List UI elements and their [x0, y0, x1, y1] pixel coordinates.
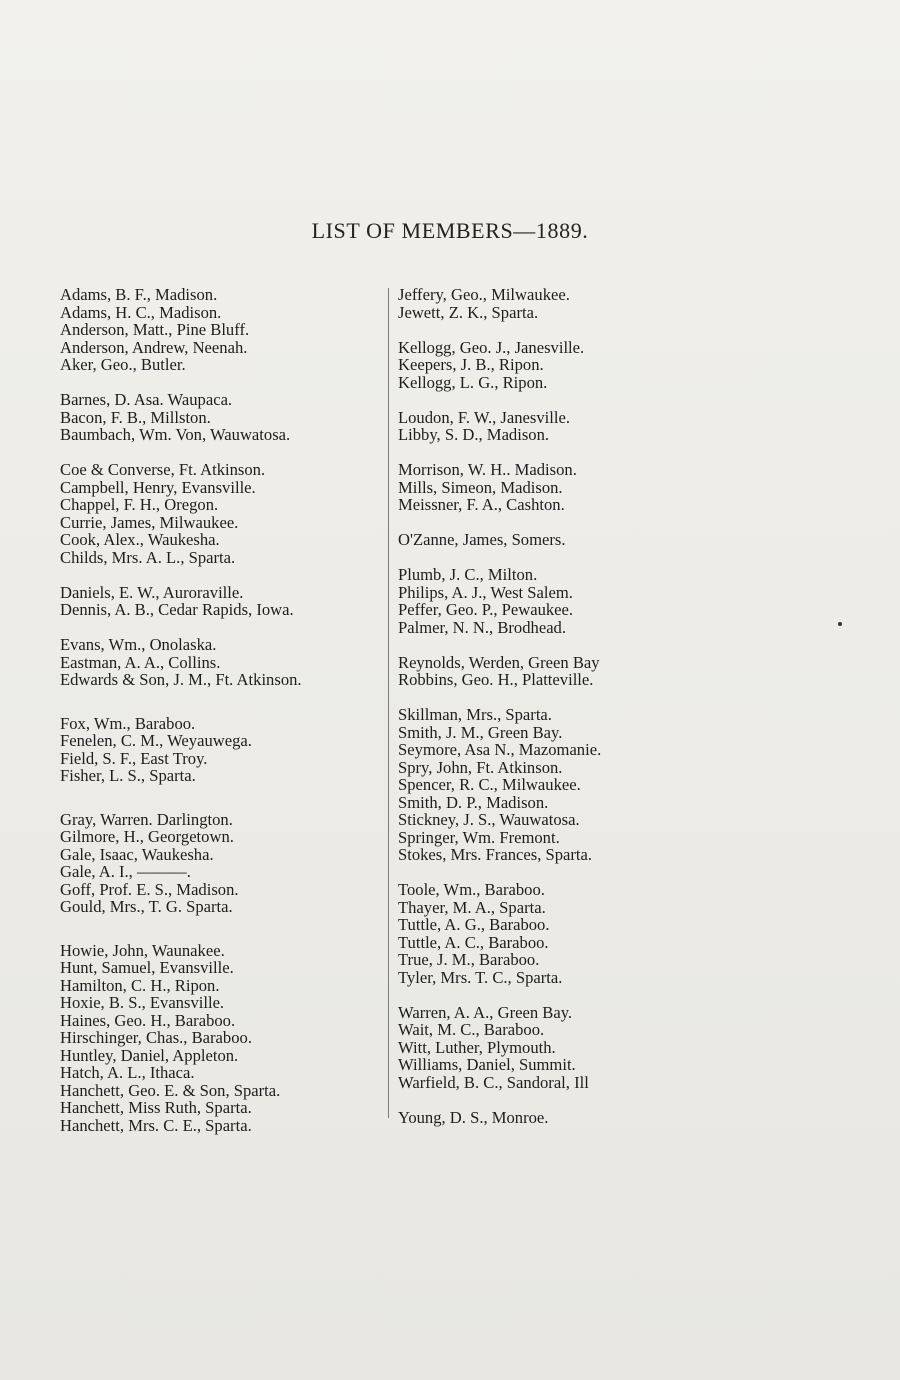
member-entry: Seymore, Asa N., Mazomanie. [398, 740, 602, 759]
member-entry: Evans, Wm., Onolaska. [60, 635, 217, 654]
member-entry: Hamilton, C. H., Ripon. [60, 975, 220, 995]
member-entry: Adams, H. C., Madison. [60, 302, 222, 322]
member-group [60, 584, 382, 619]
member-entry: Wait, M. C., Baraboo. [398, 1020, 545, 1039]
member-entry: Gray, Warren. Darlington. [60, 809, 233, 829]
member-entry: True, J. M., Baraboo. [398, 950, 540, 969]
member-entry: Spencer, R. C., Milwaukee. [398, 775, 581, 794]
member-entry: Skillman, Mrs., Sparta. [398, 705, 552, 724]
member-entry: Adams, B. F., Madison. [60, 285, 218, 304]
member-entry: Edwards & Son, J. M., Ft. Atkinson. [60, 670, 302, 689]
member-entry: Hoxie, B. S., Evansville. [60, 993, 225, 1012]
member-entry: Coe & Converse, Ft. Atkinson. [60, 460, 266, 479]
member-entry: Warfield, B. C., Sandoral, Ill [398, 1072, 589, 1092]
member-entry: Kellogg, L. G., Ripon. [398, 372, 548, 392]
page-title: LIST OF MEMBERS—1889. [311, 218, 589, 243]
member-group [398, 1109, 688, 1127]
member-entry: Tyler, Mrs. T. C., Sparta. [398, 967, 563, 987]
member-entry: Anderson, Andrew, Neenah. [60, 337, 248, 357]
member-entry: Goff, Prof. E. S., Madison. [60, 879, 239, 899]
member-entry: Dennis, A. B., Cedar Rapids, Iowa. [60, 600, 294, 619]
member-entry: Cook, Alex., Waukesha. [60, 530, 220, 549]
member-entry: Thayer, M. A., Sparta. [398, 897, 546, 917]
member-entry: Gale, A. I., ———. [60, 862, 191, 881]
member-entry: Fisher, L. S., Sparta. [60, 766, 196, 785]
member-entry: Anderson, Matt., Pine Bluff. [60, 320, 250, 339]
member-entry: Campbell, Henry, Evansville. [60, 477, 256, 497]
member-entry: Witt, Luther, Plymouth. [398, 1037, 556, 1057]
member-group [398, 654, 688, 689]
member-entry: Hanchett, Geo. E. & Son, Sparta. [60, 1080, 281, 1100]
member-entry: Bacon, F. B., Millston. [60, 407, 211, 427]
member-entry: Loudon, F. W., Janesville. [398, 407, 570, 427]
left-member-column [60, 286, 382, 1152]
member-entry: Field, S. F., East Troy. [60, 748, 208, 768]
member-entry: Kellogg, Geo. J., Janesville. [398, 337, 585, 357]
member-group [60, 811, 382, 916]
column-divider [388, 288, 389, 1118]
member-entry: Stokes, Mrs. Frances, Sparta. [398, 845, 593, 864]
member-entry: Philips, A. J., West Salem. [398, 582, 573, 602]
right-member-column [398, 286, 688, 1144]
member-entry: Fox, Wm., Baraboo. [60, 713, 196, 733]
member-entry: Aker, Geo., Butler. [60, 355, 186, 374]
member-group [60, 461, 382, 566]
member-entry: Hanchett, Mrs. C. E., Sparta. [60, 1115, 252, 1135]
member-entry: Morrison, W. H.. Madison. [398, 460, 577, 479]
member-entry: Mills, Simeon, Madison. [398, 477, 563, 497]
member-group [398, 531, 688, 549]
member-entry: Gilmore, H., Georgetown. [60, 827, 234, 846]
member-entry: Peffer, Geo. P., Pewaukee. [398, 600, 574, 619]
member-entry: O'Zanne, James, Somers. [398, 530, 566, 549]
member-group [60, 715, 382, 785]
member-group [398, 881, 688, 986]
member-entry: Tuttle, A. G., Baraboo. [398, 915, 550, 934]
member-entry: Smith, J. M., Green Bay. [398, 722, 563, 742]
member-entry: Currie, James, Milwaukee. [60, 512, 239, 532]
member-group [398, 1004, 688, 1092]
paper-speck [838, 622, 842, 626]
member-entry: Stickney, J. S., Wauwatosa. [398, 810, 580, 829]
member-entry: Springer, Wm. Fremont. [398, 827, 560, 847]
member-entry: Hatch, A. L., Ithaca. [60, 1063, 195, 1082]
member-entry: Toole, Wm., Baraboo. [398, 880, 545, 899]
member-entry: Daniels, E. W., Auroraville. [60, 582, 244, 602]
member-entry: Barnes, D. Asa. Waupaca. [60, 390, 233, 409]
member-entry: Eastman, A. A., Collins. [60, 652, 221, 672]
member-entry: Palmer, N. N., Brodhead. [398, 617, 567, 637]
member-entry: Keepers, J. B., Ripon. [398, 355, 544, 374]
member-entry: Smith, D. P., Madison. [398, 792, 549, 812]
member-group [398, 461, 688, 514]
member-group [398, 339, 688, 392]
member-entry: Hanchett, Miss Ruth, Sparta. [60, 1098, 252, 1117]
member-entry: Young, D. S., Monroe. [398, 1107, 549, 1127]
member-entry: Reynolds, Werden, Green Bay [398, 652, 600, 672]
member-group [398, 409, 688, 444]
member-entry: Tuttle, A. C., Baraboo. [398, 932, 549, 952]
member-entry: Jewett, Z. K., Sparta. [398, 302, 539, 322]
member-group [398, 566, 688, 636]
member-group [398, 286, 688, 321]
member-group [60, 942, 382, 1135]
member-entry: Baumbach, Wm. Von, Wauwatosa. [60, 425, 291, 444]
member-entry: Haines, Geo. H., Baraboo. [60, 1010, 236, 1030]
member-entry: Williams, Daniel, Summit. [398, 1055, 576, 1074]
member-group [60, 391, 382, 444]
member-entry: Fenelen, C. M., Weyauwega. [60, 731, 252, 750]
member-group [398, 706, 688, 864]
member-entry: Warren, A. A., Green Bay. [398, 1002, 573, 1022]
member-entry: Childs, Mrs. A. L., Sparta. [60, 547, 236, 567]
member-entry: Gould, Mrs., T. G. Sparta. [60, 897, 233, 916]
member-entry: Chappel, F. H., Oregon. [60, 495, 219, 514]
member-entry: Jeffery, Geo., Milwaukee. [398, 285, 570, 304]
member-entry: Meissner, F. A., Cashton. [398, 495, 565, 514]
member-entry: Plumb, J. C., Milton. [398, 565, 538, 584]
member-entry: Libby, S. D., Madison. [398, 425, 550, 444]
member-entry: Huntley, Daniel, Appleton. [60, 1045, 239, 1065]
member-entry: Hunt, Samuel, Evansville. [60, 958, 234, 977]
member-entry: Robbins, Geo. H., Platteville. [398, 670, 594, 689]
member-group [60, 286, 382, 374]
member-entry: Hirschinger, Chas., Baraboo. [60, 1028, 252, 1047]
member-entry: Spry, John, Ft. Atkinson. [398, 757, 563, 777]
member-entry: Howie, John, Waunakee. [60, 940, 225, 960]
member-group [60, 636, 382, 689]
member-entry: Gale, Isaac, Waukesha. [60, 844, 214, 864]
